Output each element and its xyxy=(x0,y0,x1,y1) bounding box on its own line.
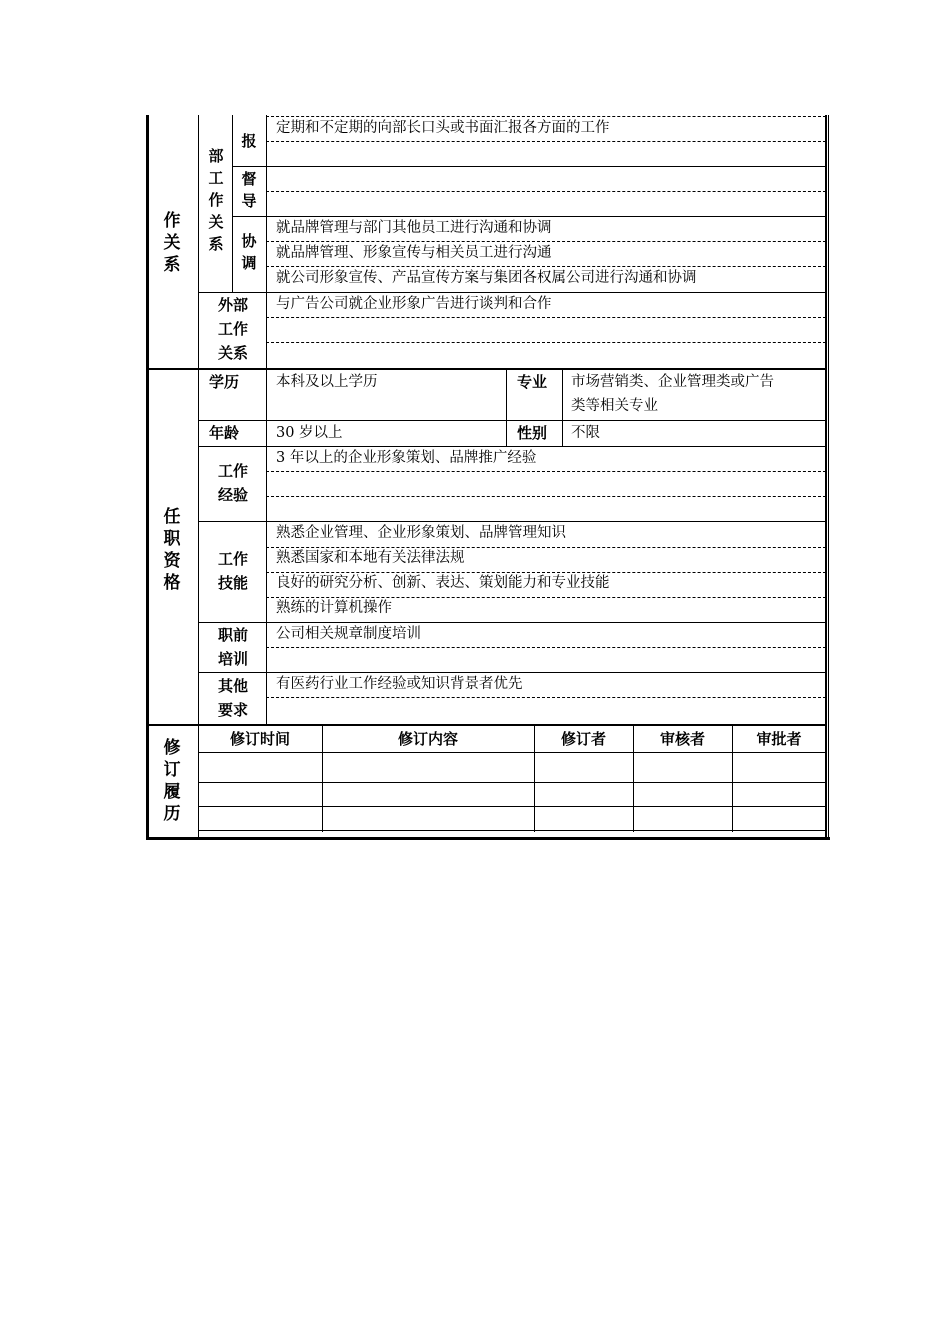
training-label: 职前 培训 xyxy=(217,626,248,668)
skills-item: 熟练的计算机操作 xyxy=(276,600,392,616)
coordinate-item: 就公司形象宣传、产品宣传方案与集团各权属公司进行沟通和协调 xyxy=(276,270,697,286)
education-value: 本科及以上学历 xyxy=(276,374,378,390)
revision-header-reviewer: 审核者 xyxy=(659,730,705,748)
report-label: 报 xyxy=(241,132,257,150)
major-value-line1: 市场营销类、企业管理类或广告 xyxy=(571,374,774,390)
skills-item: 熟悉企业管理、企业形象策划、品牌管理知识 xyxy=(276,525,566,541)
skills-item: 良好的研究分析、创新、表达、策划能力和专业技能 xyxy=(276,575,610,591)
training-item: 公司相关规章制度培训 xyxy=(276,626,421,642)
report-item: 定期和不定期的向部长口头或书面汇报各方面的工作 xyxy=(276,120,610,136)
revision-header-time: 修订时间 xyxy=(229,730,290,748)
other-requirements-item: 有医药行业工作经验或知识背景者优先 xyxy=(276,676,523,692)
major-value-line2: 类等相关专业 xyxy=(571,398,658,414)
gender-label: 性别 xyxy=(516,424,547,442)
coordinate-item: 就品牌管理与部门其他员工进行沟通和协调 xyxy=(276,220,552,236)
experience-label: 工作 经验 xyxy=(217,462,248,504)
internal-relations-label: 部 工 作 关 系 xyxy=(208,147,224,253)
revision-header-content: 修订内容 xyxy=(397,730,458,748)
skills-label: 工作 技能 xyxy=(217,550,248,592)
section-label-relations: 作 关 系 xyxy=(163,211,181,275)
age-label: 年龄 xyxy=(208,424,239,442)
external-item: 与广告公司就企业形象广告进行谈判和合作 xyxy=(276,296,552,312)
revision-header-approver: 审批者 xyxy=(756,730,802,748)
section-label-revision: 修 订 履 历 xyxy=(163,738,181,824)
revision-header-reviser: 修订者 xyxy=(560,730,606,748)
coordinate-item: 就品牌管理、形象宣传与相关员工进行沟通 xyxy=(276,245,552,261)
major-label: 专业 xyxy=(516,373,547,391)
experience-item: 3 年以上的企业形象策划、品牌推广经验 xyxy=(276,450,537,466)
coordinate-label: 协 调 xyxy=(241,232,257,272)
education-label: 学历 xyxy=(208,373,239,391)
section-label-qualifications: 任 职 资 格 xyxy=(163,507,181,593)
other-requirements-label: 其他 要求 xyxy=(217,677,248,719)
age-value: 30 岁以上 xyxy=(276,425,343,441)
skills-item: 熟悉国家和本地有关法律法规 xyxy=(276,550,465,566)
external-relations-label: 外部 工作 关系 xyxy=(217,296,248,362)
gender-value: 不限 xyxy=(571,425,600,441)
supervise-label: 督 导 xyxy=(241,170,257,210)
